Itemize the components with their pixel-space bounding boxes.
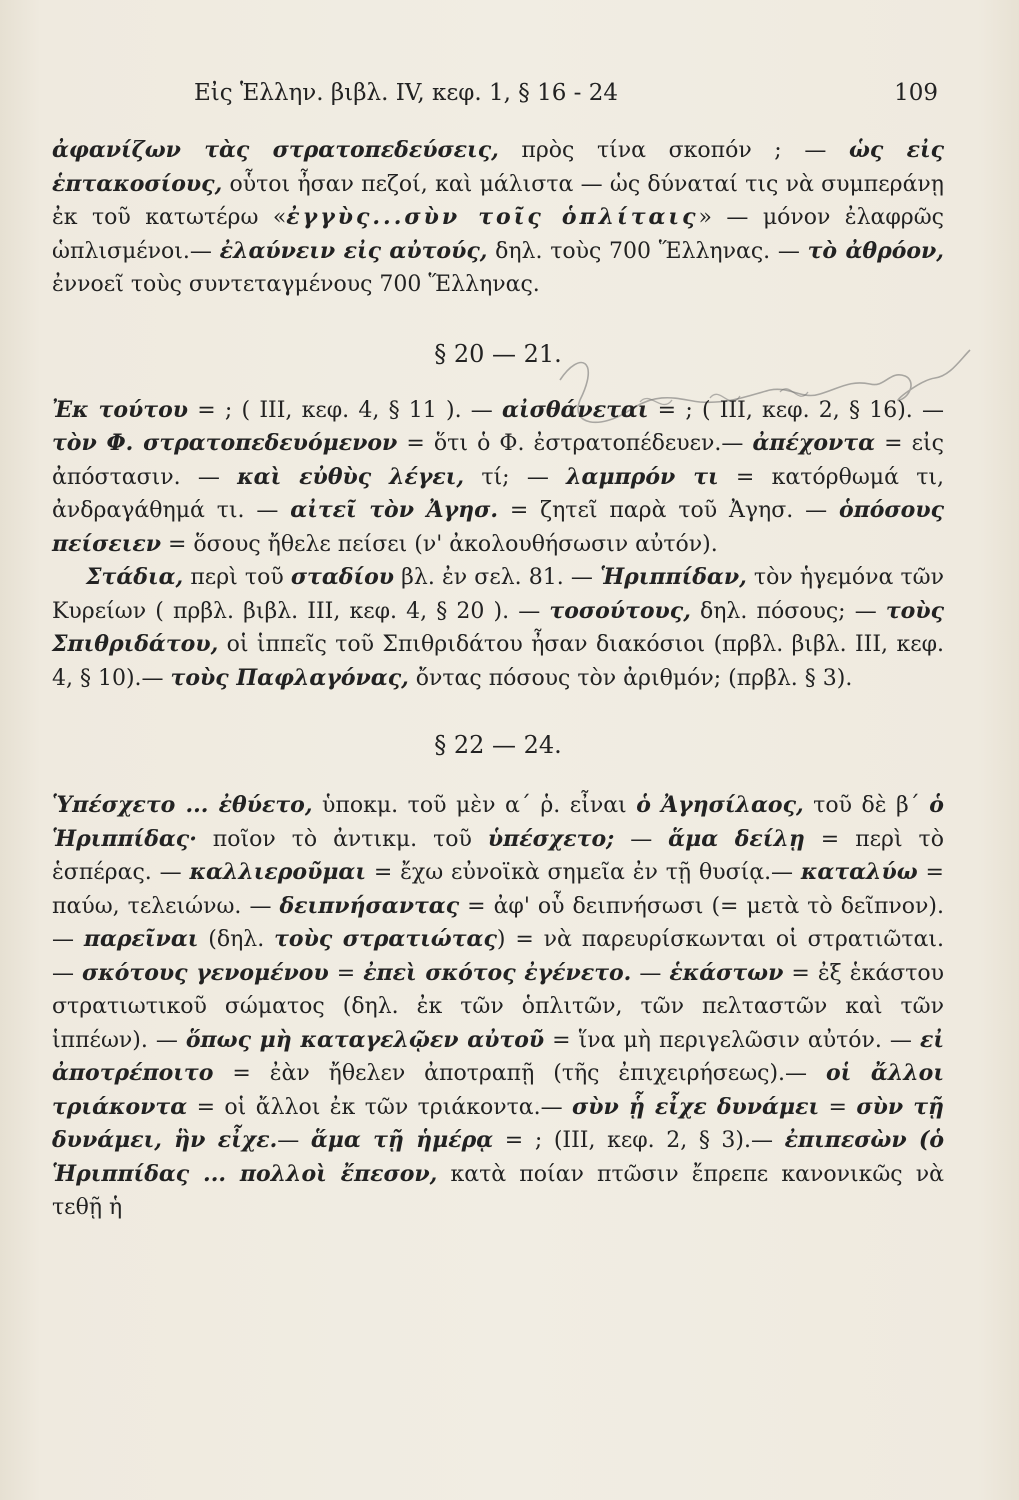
- paragraph-4: [52, 789, 944, 1225]
- commentary: βλ. ἐν σελ. 81. —: [394, 565, 601, 590]
- lemma: παρεῖναι: [83, 926, 199, 952]
- lemma: Ὑπέσχετο ... ἐθύετο,: [52, 792, 313, 818]
- commentary: ὑποκμ. τοῦ μὲν α΄ ῥ. εἶναι: [312, 793, 637, 818]
- commentary: —: [631, 960, 670, 986]
- commentary: = κατόρθωμά τι, ἀνδραγάθημά τι. —: [52, 464, 944, 523]
- lemma: καὶ εὐθὺς λέγει,: [237, 463, 465, 490]
- commentary: (δηλ.: [198, 927, 275, 952]
- commentary: πρὸς τίνα σκοπόν ; —: [498, 138, 849, 163]
- commentary: = ἐξ ἑκάστου στρατιωτικοῦ σώματος (δηλ. ἐκ τῶν ὁπλιτῶν, τῶν πελταστῶν καὶ τῶν ἱππέων). —: [52, 960, 944, 1053]
- commentary: ὄντας πόσους τὸν ἀριθμόν; (πρβλ. § 3).: [408, 665, 853, 691]
- commentary: = ; ( III, κεφ. 4, § 11 ). —: [188, 397, 503, 423]
- commentary: οἱ ἱππεῖς τοῦ Σπιθριδάτου ἦσαν διακόσιοι (πρβλ. βιβλ. III, κεφ. 4, § 10).—: [52, 632, 944, 691]
- lemma: ἅμα τῇ ἡμέρᾳ: [310, 1127, 494, 1153]
- lemma: ὡς εἰς ἑπτακοσίους,: [52, 137, 945, 197]
- lemma: ἅμα δείλῃ: [668, 825, 805, 852]
- lemma: ἀφανίζων τὰς στρατοπεδεύσεις,: [52, 137, 499, 163]
- commentary: = ; ( III, κεφ. 2, § 16). —: [648, 397, 944, 423]
- commentary: = περὶ τὸ ἑσπέρας. —: [52, 826, 944, 885]
- commentary: τὸν ἡγεμόνα τῶν Κυρείων ( πρβλ. βιβλ. III, κεφ. 4, § 20 ). —: [52, 565, 944, 624]
- lemma: τοὺς Παφλαγόνας,: [170, 664, 409, 691]
- commentary: =: [328, 960, 364, 986]
- commentary: —: [277, 1128, 311, 1153]
- commentary: κατὰ ποίαν πτῶσιν ἔπρεπε κανονικῶς νὰ τεθῇ ἡ: [52, 1161, 944, 1220]
- paragraph-1: [52, 134, 944, 302]
- paragraph-3: [52, 561, 944, 695]
- commentary: τοῦ δὲ β΄: [803, 793, 930, 818]
- lemma: αἰτεῖ τὸν Ἀγησ.: [290, 497, 498, 523]
- lemma: ἀπέχοντα: [752, 430, 876, 456]
- commentary: = ὅτι ὁ Φ. ἐστρατοπέδευεν.—: [397, 431, 753, 456]
- running-header: [52, 74, 944, 114]
- section-heading: § 22 — 24.: [434, 731, 562, 759]
- commentary: = ζητεῖ παρὰ τοῦ Ἀγησ. —: [497, 498, 839, 523]
- header-title: Εἰς Ἑλλην. βιβλ. IV, κεφ. 1, § 16 - 24: [194, 80, 619, 106]
- lemma: ἐπιπεσὼν (ὁ Ἡριππίδας ... πολλοὶ ἔπεσον,: [52, 1127, 944, 1187]
- lemma: ἐγγὺς...σὺν τοῖς ὁπλίταις: [286, 204, 699, 230]
- commentary: = ἔχω εὐνοϊκὰ σημεῖα ἐν τῇ θυσίᾳ.—: [366, 860, 801, 885]
- lemma: Ἡριππίδαν,: [600, 564, 747, 590]
- commentary: δηλ. πόσους; —: [690, 598, 886, 624]
- commentary: = ὅσους ἤθελε πείσει (ν' ἀκολουθήσωσιν αὐτόν).: [161, 531, 718, 557]
- lemma: σκότους γενομένου: [82, 959, 329, 986]
- lemma: ὑπέσχετο;: [487, 825, 615, 852]
- lemma: Ἐκ τούτου: [52, 396, 189, 423]
- lemma: οἱ ἄλλοι τριάκοντα: [52, 1060, 944, 1120]
- commentary: » — μόνον ἐλαφρῶς ὡπλισμένοι.—: [52, 205, 944, 264]
- commentary: = ἀφ' οὗ δειπνήσωσι (= μετὰ τὸ δεῖπνον). —: [52, 893, 944, 952]
- lemma: ἐλαύνειν εἰς αὐτούς,: [219, 237, 488, 264]
- commentary: τί; —: [464, 464, 567, 490]
- commentary: = ἵνα μὴ περιγελῶσιν αὐτόν. —: [544, 1027, 920, 1053]
- lemma: τοὺς Σπιθριδάτου,: [52, 597, 944, 657]
- commentary: δηλ. τοὺς 700 Ἕλληνας. —: [487, 238, 808, 264]
- lemma: εἰ ἀποτρέποιτο: [52, 1026, 944, 1086]
- commentary: = ἐὰν ἤθελεν ἀποτραπῇ (τῆς ἐπιχειρήσεως).—: [213, 1061, 826, 1086]
- commentary: οὗτοι ἦσαν πεζοί, καὶ μάλιστα — ὡς δύναταί τις νὰ συμπεράνῃ ἐκ τοῦ κατωτέρω «: [52, 171, 944, 230]
- commentary: = οἱ ἄλλοι ἐκ τῶν τριάκοντα.—: [187, 1094, 572, 1120]
- lemma: αἰσθάνεται: [502, 396, 649, 423]
- lemma: ὁπόσους πείσειεν: [52, 497, 944, 557]
- page-body: [52, 134, 944, 1225]
- commentary: =: [819, 1094, 857, 1120]
- commentary: = ; (III, κεφ. 2, § 3).—: [493, 1128, 785, 1153]
- lemma: τοὺς στρατιώτας: [274, 926, 497, 952]
- commentary: = παύω, τελειώνω. —: [52, 860, 944, 919]
- lemma: λαμπρόν τι: [566, 463, 719, 490]
- commentary: περὶ τοῦ: [183, 565, 291, 590]
- lemma: τὸν Φ. στρατοπεδευόμενον: [52, 430, 398, 456]
- lemma: καλλιεροῦμαι: [189, 859, 367, 885]
- lemma: σταδίου: [290, 564, 395, 590]
- lemma: Στάδια,: [86, 564, 184, 590]
- lemma: ὁ Ἀγησίλαος,: [636, 792, 804, 818]
- lemma: τὸ ἀθρόον,: [807, 237, 944, 264]
- lemma: ἑκάστων: [669, 959, 784, 986]
- page-number: 109: [894, 80, 938, 106]
- lemma: σὺν ᾗ εἶχε δυνάμει: [572, 1093, 820, 1120]
- paragraph-2: [52, 394, 944, 562]
- lemma: ὁ Ἡριππίδας·: [52, 792, 944, 852]
- commentary: ἐννοεῖ τοὺς συντεταγμένους 700 Ἕλληνας.: [52, 272, 540, 297]
- commentary: ) = νὰ παρευρίσκωνται οἱ στρατιῶται. —: [52, 927, 945, 986]
- lemma: σὺν τῇ δυνάμει, ἣν εἶχε.: [52, 1093, 945, 1153]
- lemma: τοσούτους,: [549, 597, 691, 624]
- commentary: —: [614, 826, 669, 852]
- commentary: ποῖον τὸ ἀντικμ. τοῦ: [196, 826, 488, 852]
- commentary: = εἰς ἀπόστασιν. —: [52, 431, 945, 490]
- lemma: καταλύω: [800, 859, 918, 885]
- lemma: ὅπως μὴ καταγελῷεν αὐτοῦ: [185, 1026, 545, 1053]
- lemma: δειπνήσαντας: [279, 892, 460, 919]
- lemma: ἐπεὶ σκότος ἐγένετο.: [363, 959, 632, 986]
- section-heading: § 20 — 21.: [434, 339, 562, 368]
